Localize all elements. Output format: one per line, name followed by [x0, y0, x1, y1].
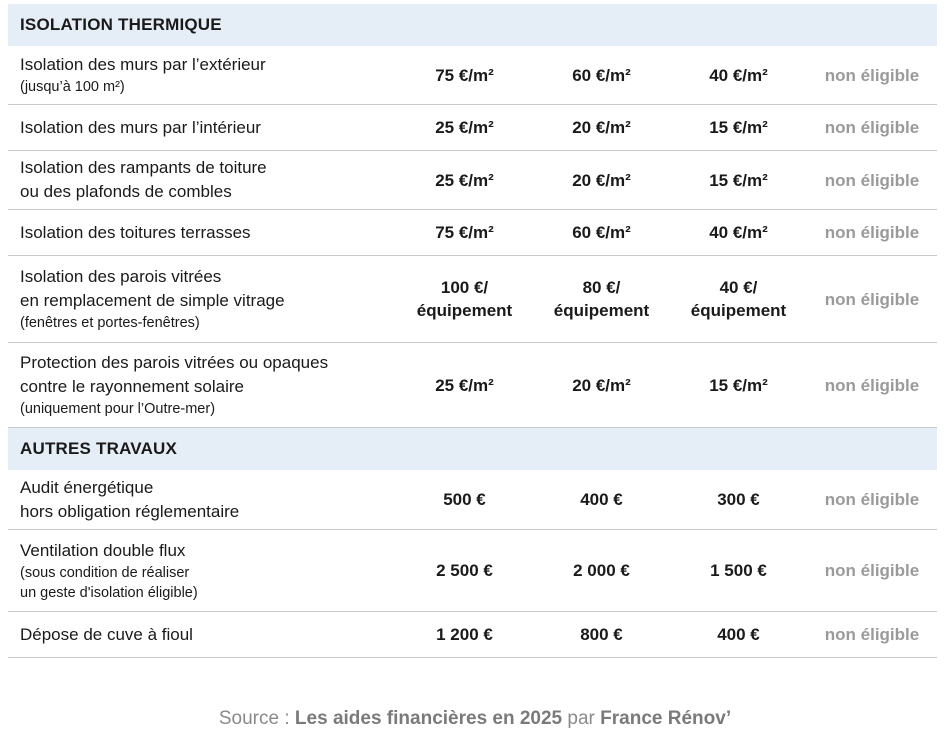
- row-label: [8, 116, 396, 140]
- value-line: 15 €/m²: [709, 375, 768, 395]
- eligibility-cell: [807, 64, 937, 87]
- amount-cell-2: [533, 221, 670, 244]
- value-line: non éligible: [824, 375, 920, 395]
- label-line: hors obligation réglementaire: [20, 501, 240, 521]
- eligibility-cell: [807, 116, 937, 139]
- amount-cell-1: [396, 374, 533, 397]
- value-line: 40 €/: [719, 278, 758, 297]
- eligibility-cell: [807, 169, 937, 192]
- amount-cell-2: [533, 374, 670, 397]
- amount-cell-1: [396, 488, 533, 511]
- label-line: ou des plafonds de combles: [20, 182, 232, 201]
- value-line: 40 €/m²: [709, 65, 768, 85]
- amount-cell-3: [670, 623, 807, 646]
- value-line: 1 200 €: [436, 625, 493, 644]
- value-line: 75 €/m²: [435, 65, 494, 85]
- label-line: Dépose de cuve à fioul: [20, 624, 193, 644]
- table-row: [8, 151, 937, 210]
- value-line: 25 €/m²: [435, 118, 494, 137]
- label-note: un geste d'isolation éligible): [20, 584, 198, 601]
- amount-cell-1: [396, 169, 533, 192]
- section-header: ISOLATION THERMIQUE: [8, 4, 937, 46]
- source-org: France Rénov’: [600, 708, 732, 729]
- source-prefix: Source :: [218, 708, 295, 729]
- label-line: Protection des parois vitrées ou opaques: [20, 353, 329, 372]
- label-line: Isolation des parois vitrées: [20, 267, 222, 286]
- value-line: 2 500 €: [436, 561, 493, 580]
- table-row: [8, 612, 937, 658]
- amount-cell-2: [533, 276, 670, 322]
- amount-cell-2: [533, 623, 670, 646]
- table-row: [8, 105, 937, 151]
- table-row: [8, 256, 937, 343]
- value-line: 100 €/: [440, 278, 489, 297]
- label-line: Isolation des murs par l’intérieur: [20, 117, 261, 137]
- label-line: Isolation des toitures terrasses: [20, 222, 251, 242]
- value-line: 20 €/m²: [572, 170, 631, 190]
- value-line: 800 €: [580, 625, 623, 644]
- label-line: contre le rayonnement solaire: [20, 377, 244, 396]
- value-line: 60 €/m²: [572, 65, 631, 85]
- value-line: équipement: [553, 301, 650, 320]
- amount-cell-1: [396, 623, 533, 646]
- amount-cell-3: [670, 559, 807, 582]
- amount-cell-2: [533, 559, 670, 582]
- eligibility-cell: [807, 488, 937, 511]
- amount-cell-1: [396, 64, 533, 87]
- row-label: [8, 221, 396, 245]
- value-line: non éligible: [824, 223, 920, 242]
- value-line: 40 €/m²: [709, 223, 768, 242]
- amount-cell-2: [533, 488, 670, 511]
- value-line: 80 €/: [582, 278, 621, 297]
- eligibility-cell: [807, 288, 937, 311]
- label-note: (jusqu’à 100 m²): [20, 79, 125, 95]
- amount-cell-3: [670, 169, 807, 192]
- label-line: Isolation des murs par l’extérieur: [20, 55, 266, 74]
- value-line: 300 €: [717, 490, 760, 509]
- source-title: Les aides financières en 2025: [294, 708, 563, 729]
- table-row: [8, 470, 937, 530]
- value-line: 400 €: [580, 490, 623, 509]
- value-line: 500 €: [443, 490, 486, 509]
- value-line: non éligible: [824, 65, 920, 85]
- table-row: [8, 530, 937, 612]
- row-label: [8, 53, 396, 97]
- label-note: (sous condition de réaliser: [20, 564, 190, 581]
- value-line: 1 500 €: [710, 561, 767, 580]
- amount-cell-1: [396, 559, 533, 582]
- value-line: 20 €/m²: [572, 118, 631, 137]
- amount-cell-1: [396, 221, 533, 244]
- value-line: 25 €/m²: [435, 170, 494, 190]
- row-label: [8, 351, 396, 419]
- eligibility-cell: [807, 374, 937, 397]
- value-line: non éligible: [824, 170, 920, 190]
- table-row: [8, 343, 937, 428]
- value-line: 25 €/m²: [435, 375, 494, 395]
- amount-cell-2: [533, 64, 670, 87]
- amount-cell-1: [396, 116, 533, 139]
- value-line: 60 €/m²: [572, 223, 631, 242]
- value-line: 15 €/m²: [709, 118, 768, 137]
- label-note: (fenêtres et portes-fenêtres): [20, 315, 200, 331]
- label-line: Isolation des rampants de toiture: [20, 158, 267, 177]
- value-line: 15 €/m²: [709, 170, 768, 190]
- value-line: non éligible: [824, 118, 920, 137]
- amount-cell-3: [670, 116, 807, 139]
- table-row: [8, 210, 937, 256]
- table-row: [8, 46, 937, 105]
- aid-table: [8, 4, 937, 658]
- value-line: 75 €/m²: [435, 223, 494, 242]
- value-line: non éligible: [824, 289, 920, 309]
- value-line: 2 000 €: [573, 561, 630, 580]
- amount-cell-3: [670, 221, 807, 244]
- amount-cell-2: [533, 116, 670, 139]
- eligibility-cell: [807, 559, 937, 582]
- label-line: Ventilation double flux: [20, 540, 186, 560]
- amount-cell-3: [670, 488, 807, 511]
- value-line: équipement: [690, 301, 787, 320]
- label-line: en remplacement de simple vitrage: [20, 291, 285, 310]
- value-line: 20 €/m²: [572, 375, 631, 395]
- eligibility-cell: [807, 221, 937, 244]
- value-line: non éligible: [824, 490, 920, 509]
- row-label: [8, 156, 396, 204]
- label-line: Audit énergétique: [20, 477, 154, 497]
- amount-cell-2: [533, 169, 670, 192]
- value-line: 400 €: [717, 625, 760, 644]
- amount-cell-3: [670, 276, 807, 322]
- row-label: [8, 265, 396, 333]
- row-label: [8, 623, 396, 647]
- source-caption: [0, 708, 950, 730]
- value-line: non éligible: [824, 561, 920, 580]
- value-line: non éligible: [824, 625, 920, 644]
- label-note: (uniquement pour l’Outre-mer): [20, 401, 216, 417]
- amount-cell-1: [396, 276, 533, 322]
- source-middle: par: [562, 708, 601, 729]
- amount-cell-3: [670, 64, 807, 87]
- eligibility-cell: [807, 623, 937, 646]
- value-line: équipement: [416, 301, 513, 320]
- section-header: AUTRES TRAVAUX: [8, 428, 937, 470]
- amount-cell-3: [670, 374, 807, 397]
- row-label: [8, 539, 396, 603]
- row-label: [8, 476, 396, 524]
